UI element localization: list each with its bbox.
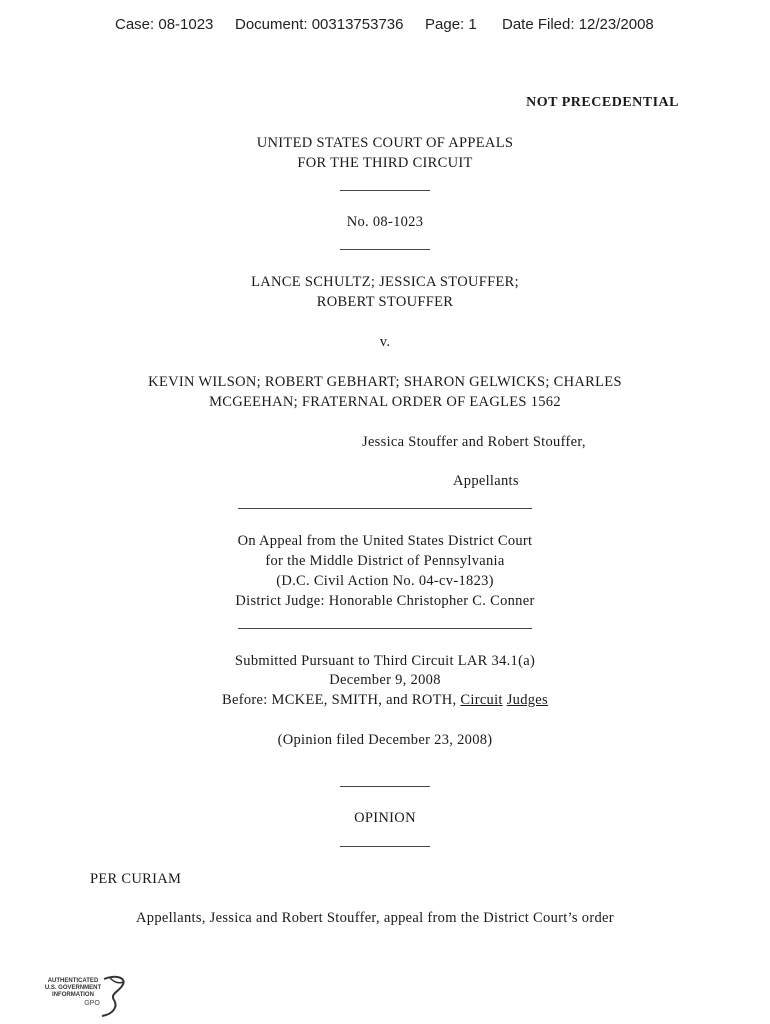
defendants-line1: KEVIN WILSON; ROBERT GEBHART; SHARON GELWICKS; CHARLES: [148, 374, 622, 390]
opinion-body-text: Appellants, Jessica and Robert Stouffer, appeal from the District Court’s order: [136, 910, 614, 926]
divider: [340, 249, 430, 250]
court-name-line2: FOR THE THIRD CIRCUIT: [297, 155, 473, 171]
panel-names: Before: MCKEE, SMITH, and ROTH,: [222, 692, 457, 708]
seal-line2: U.S. GOVERNMENT: [44, 985, 102, 991]
appellants-label: Appellants: [453, 473, 519, 489]
document-number: Document: 00313753736: [235, 16, 404, 33]
divider: [340, 786, 430, 787]
plaintiffs-line1: LANCE SCHULTZ; JESSICA STOUFFER;: [251, 274, 519, 290]
gpo-authentication-seal: [44, 974, 134, 1018]
seal-gpo: GPO: [84, 1000, 100, 1007]
submission-line: Submitted Pursuant to Third Circuit LAR 34.1(a): [234, 653, 536, 669]
appeal-line1: On Appeal from the United States District Court: [237, 533, 533, 549]
per-curiam: PER CURIAM: [90, 871, 182, 887]
submission-date: December 9, 2008: [329, 672, 441, 688]
circuit-word: Circuit: [460, 692, 503, 708]
seal-line3: INFORMATION: [52, 992, 94, 998]
date-filed: Date Filed: 12/23/2008: [502, 16, 654, 33]
versus: v.: [379, 334, 391, 350]
divider: [340, 190, 430, 191]
court-name-line1: UNITED STATES COURT OF APPEALS: [256, 135, 514, 151]
appeal-line3: (D.C. Civil Action No. 04-cv-1823): [276, 573, 494, 589]
appeal-line2: for the Middle District of Pennsylvania: [265, 553, 505, 569]
divider: [238, 628, 532, 629]
docket-number: No. 08-1023: [346, 214, 424, 230]
judges-word: Judges: [506, 692, 548, 708]
plaintiffs-line2: ROBERT STOUFFER: [316, 294, 454, 310]
divider: [238, 508, 532, 509]
seal-line1: AUTHENTICATED: [47, 978, 99, 984]
opinion-filed-date: (Opinion filed December 23, 2008): [277, 732, 493, 748]
appellant-names: Jessica Stouffer and Robert Stouffer,: [362, 434, 586, 450]
panel-judges: [0, 692, 770, 709]
case-number: Case: 08-1023: [115, 16, 214, 33]
divider: [340, 846, 430, 847]
precedential-status: NOT PRECEDENTIAL: [526, 95, 679, 110]
opinion-heading: OPINION: [354, 810, 416, 826]
defendants-line2: MCGEEHAN; FRATERNAL ORDER OF EAGLES 1562: [209, 394, 561, 410]
page-number: Page: 1: [425, 16, 477, 33]
district-judge: District Judge: Honorable Christopher C. Conner: [235, 593, 535, 609]
